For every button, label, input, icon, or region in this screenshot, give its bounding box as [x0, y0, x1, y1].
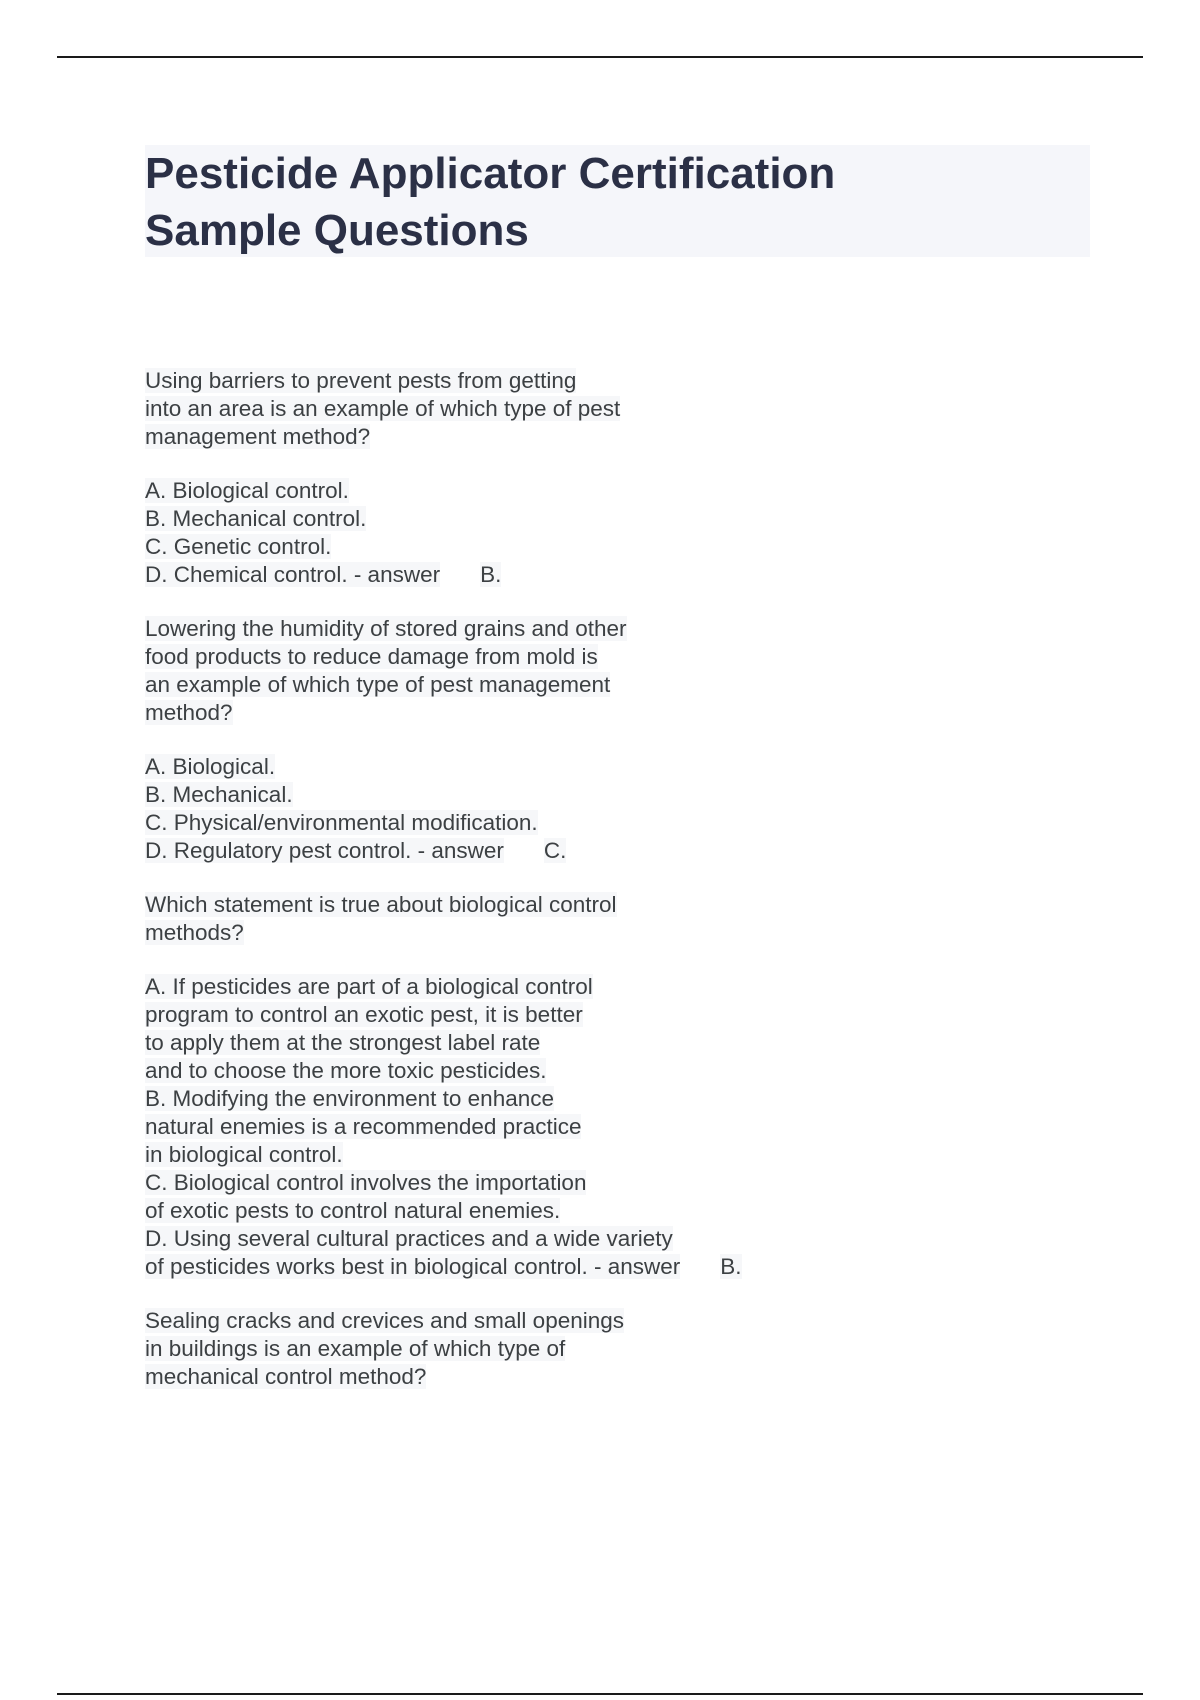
- question-2-options: [145, 753, 945, 865]
- option-b: B. Mechanical.: [145, 782, 293, 807]
- bottom-rule: [57, 1693, 1143, 1695]
- option-line: natural enemies is a recommended practice: [145, 1114, 582, 1139]
- answer: C.: [543, 838, 567, 863]
- question-list: [145, 367, 945, 1417]
- question-2-line-2: food products to reduce damage from mold is: [145, 644, 598, 669]
- question-3-line-1: Which statement is true about biological control: [145, 892, 617, 917]
- option-line: and to choose the more toxic pesticides.: [145, 1058, 547, 1083]
- option-line: of exotic pests to control natural enemies.: [145, 1198, 561, 1223]
- option-line: C. Biological control involves the importation: [145, 1170, 587, 1195]
- option-a: A. Biological control.: [145, 478, 349, 503]
- question-3-options: [145, 973, 945, 1281]
- option-line: D. Using several cultural practices and a wide variety: [145, 1226, 673, 1251]
- answer: B.: [480, 562, 502, 587]
- question-4-line-3: mechanical control method?: [145, 1364, 427, 1389]
- option-line: of pesticides works best in biological control. - answer B.: [145, 1254, 742, 1279]
- question-1: [145, 367, 945, 451]
- question-2: [145, 615, 945, 727]
- question-2-line-4: method?: [145, 700, 233, 725]
- page-title: Pesticide Applicator Certification Sample Questions: [145, 149, 836, 255]
- question-4-line-1: Sealing cracks and crevices and small openings: [145, 1308, 625, 1333]
- question-1-line-3: management method?: [145, 424, 371, 449]
- option-line: in biological control.: [145, 1142, 343, 1167]
- question-1-line-1: Using barriers to prevent pests from getting: [145, 368, 577, 393]
- answer: B.: [720, 1254, 742, 1279]
- option-c: C. Physical/environmental modification.: [145, 810, 538, 835]
- option-c: C. Genetic control.: [145, 534, 332, 559]
- question-4: [145, 1307, 945, 1391]
- title-block: [145, 145, 1090, 257]
- option-line: B. Modifying the environment to enhance: [145, 1086, 554, 1111]
- option-line: to apply them at the strongest label rate: [145, 1030, 541, 1055]
- question-2-line-3: an example of which type of pest management: [145, 672, 611, 697]
- option-b: B. Mechanical control.: [145, 506, 367, 531]
- question-1-line-2: into an area is an example of which type of pest: [145, 396, 621, 421]
- option-line: A. If pesticides are part of a biological control: [145, 974, 593, 999]
- question-1-options: [145, 477, 945, 589]
- option-a: A. Biological.: [145, 754, 276, 779]
- question-2-line-1: Lowering the humidity of stored grains and other: [145, 616, 627, 641]
- question-3-line-2: methods?: [145, 920, 244, 945]
- question-3: [145, 891, 945, 947]
- question-4-line-2: in buildings is an example of which type of: [145, 1336, 566, 1361]
- option-d: D. Regulatory pest control. - answer C.: [145, 838, 567, 863]
- option-d: D. Chemical control. - answer B.: [145, 562, 502, 587]
- top-rule: [57, 56, 1143, 58]
- option-line: program to control an exotic pest, it is better: [145, 1002, 583, 1027]
